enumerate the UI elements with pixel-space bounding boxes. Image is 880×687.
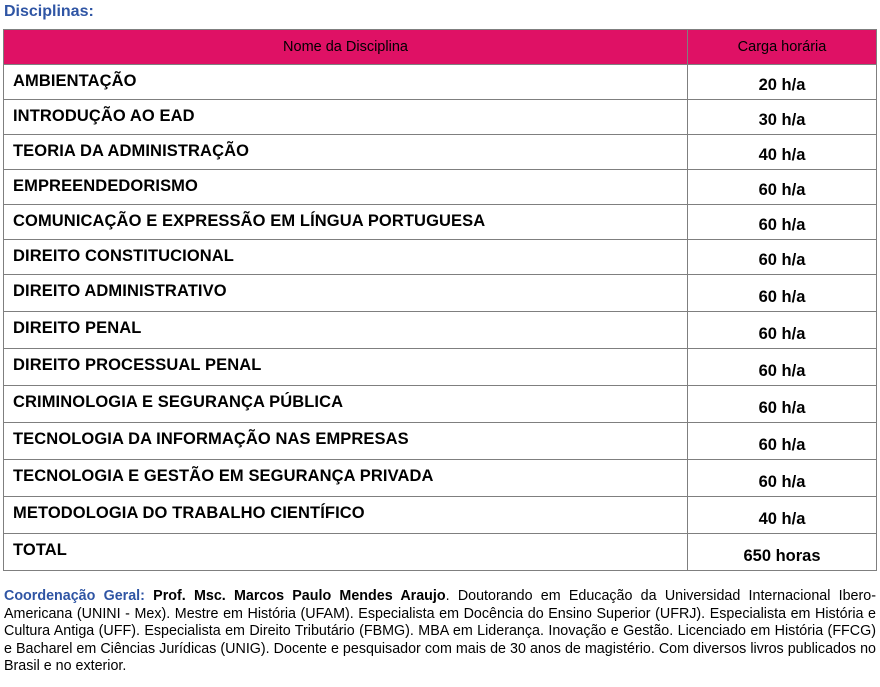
discipline-name: TEORIA DA ADMINISTRAÇÃO [4,135,688,170]
discipline-name: DIREITO CONSTITUCIONAL [4,240,688,275]
coordination-note [4,588,876,676]
table-row [4,349,877,386]
discipline-name: DIREITO PENAL [4,312,688,349]
discipline-hours: 30 h/a [688,100,877,135]
discipline-name: COMUNICAÇÃO E EXPRESSÃO EM LÍNGUA PORTUGUESA [4,205,688,240]
discipline-hours: 60 h/a [688,423,877,460]
discipline-name: AMBIENTAÇÃO [4,65,688,100]
table-row [4,135,877,170]
total-label: TOTAL [4,534,688,571]
table-row [4,460,877,497]
column-header-name: Nome da Disciplina [4,30,688,65]
table-row [4,170,877,205]
total-row [4,534,877,571]
discipline-hours: 60 h/a [688,386,877,423]
discipline-hours: 60 h/a [688,460,877,497]
discipline-name: TECNOLOGIA DA INFORMAÇÃO NAS EMPRESAS [4,423,688,460]
discipline-hours: 60 h/a [688,349,877,386]
discipline-name: INTRODUÇÃO AO EAD [4,100,688,135]
discipline-name: METODOLOGIA DO TRABALHO CIENTÍFICO [4,497,688,534]
coordinator-name: Prof. Msc. Marcos Paulo Mendes Araujo [153,588,446,604]
coordinator-bio: . Doutorando em Educação da Universidad Internacional Ibero-Americana (UNINI - Mex). Mestre em História (UFAM). Especialista em Docência do Ensino Superior (UFRJ). Especialista em História e Cultura Antiga (UFF). Especialista em Direito Tributário (FBMG). MBA em Liderança. Inovação e Gestão. Licenciado em História (FFCG) e Bacharel em Ciências Jurídicas (UNIG). Docente e pesquisador com mais de 30 anos de magistério. Com diversos livros publicados no Brasil e no exterior. [4,588,876,674]
discipline-name: EMPREENDEDORISMO [4,170,688,205]
table-row [4,205,877,240]
column-header-hours: Carga horária [688,30,877,65]
discipline-hours: 60 h/a [688,205,877,240]
table-row [4,386,877,423]
discipline-hours: 60 h/a [688,170,877,205]
discipline-hours: 60 h/a [688,312,877,349]
disciplines-table [3,29,877,571]
discipline-hours: 60 h/a [688,240,877,275]
table-row [4,240,877,275]
discipline-name: DIREITO ADMINISTRATIVO [4,275,688,312]
table-row [4,497,877,534]
table-row [4,100,877,135]
discipline-hours: 40 h/a [688,135,877,170]
total-hours: 650 horas [688,534,877,571]
table-row [4,65,877,100]
table-row [4,275,877,312]
table-row [4,423,877,460]
table-row [4,312,877,349]
coordination-label: Coordenação Geral: [4,588,145,604]
discipline-hours: 20 h/a [688,65,877,100]
discipline-hours: 60 h/a [688,275,877,312]
section-heading: Disciplinas: [4,3,94,20]
discipline-name: DIREITO PROCESSUAL PENAL [4,349,688,386]
discipline-hours: 40 h/a [688,497,877,534]
discipline-name: TECNOLOGIA E GESTÃO EM SEGURANÇA PRIVADA [4,460,688,497]
discipline-name: CRIMINOLOGIA E SEGURANÇA PÚBLICA [4,386,688,423]
